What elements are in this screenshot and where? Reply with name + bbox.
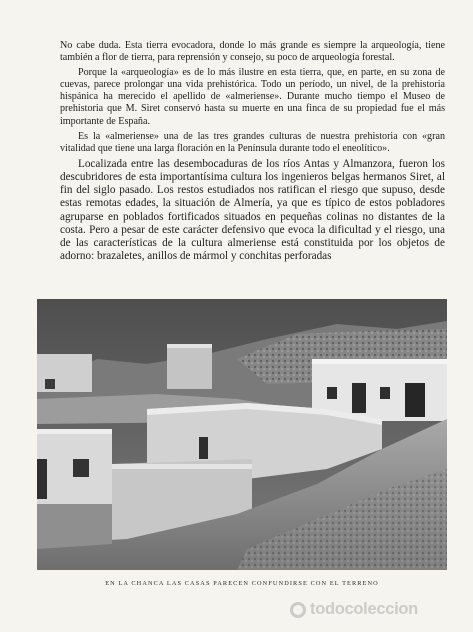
- village-photo-illustration: [37, 299, 447, 570]
- watermark-logo: [290, 600, 470, 622]
- article-body: [60, 40, 445, 266]
- watermark-text: todocoleccion: [310, 600, 418, 618]
- chat-bubble-icon: [290, 602, 306, 618]
- paragraph: Localizada entre las desembocaduras de los ríos Antas y Almanzora, fueron los descubridores de esta importantísima cultura los ingenieros belgas hermanos Siret, al fin del siglo pasado. Los restos estudiados nos ratifican el riesgo que supuso, desde estas remotas edades, la situación de Almería, ya que es típico de estos pobladores agruparse en poblados fortificados situados en pequeñas colinas no distantes de la costa. Pero a pesar de este carácter defensivo que evoca la dificultad y el riesgo, una de las características de la cultura almeriense está constituida por los objetos de adorno: brazaletes, anillos de mármol y conchitas perforadas: [60, 157, 445, 263]
- paragraph: Porque la «arqueología» es de lo más ilustre en esta tierra, que, en parte, en su zona de cuevas, parece prolongar una vida prehistórica. Todo un período, un nivel, de la prehistoria hispánica ha merecido el apellido de «almeriense». Durante mucho tiempo el Museo de prehistoria que M. Siret conservó hasta su muerte en una finca de su propiedad fue el más importante de España.: [60, 67, 445, 127]
- photo-caption: EN LA CHANCA LAS CASAS PARECEN CONFUNDIRSE CON EL TERRENO: [105, 580, 379, 587]
- paragraph: Es la «almeriense» una de las tres grandes culturas de nuestra prehistoria con «gran vitalidad que tiene una larga floración en la Península durante todo el eneolítico».: [60, 130, 445, 154]
- village-photograph: [37, 299, 447, 570]
- paragraph: No cabe duda. Esta tierra evocadora, donde lo más grande es siempre la arqueología, tiene también a flor de tierra, para reprensión y consejo, su poco de arqueología forestal.: [60, 40, 445, 64]
